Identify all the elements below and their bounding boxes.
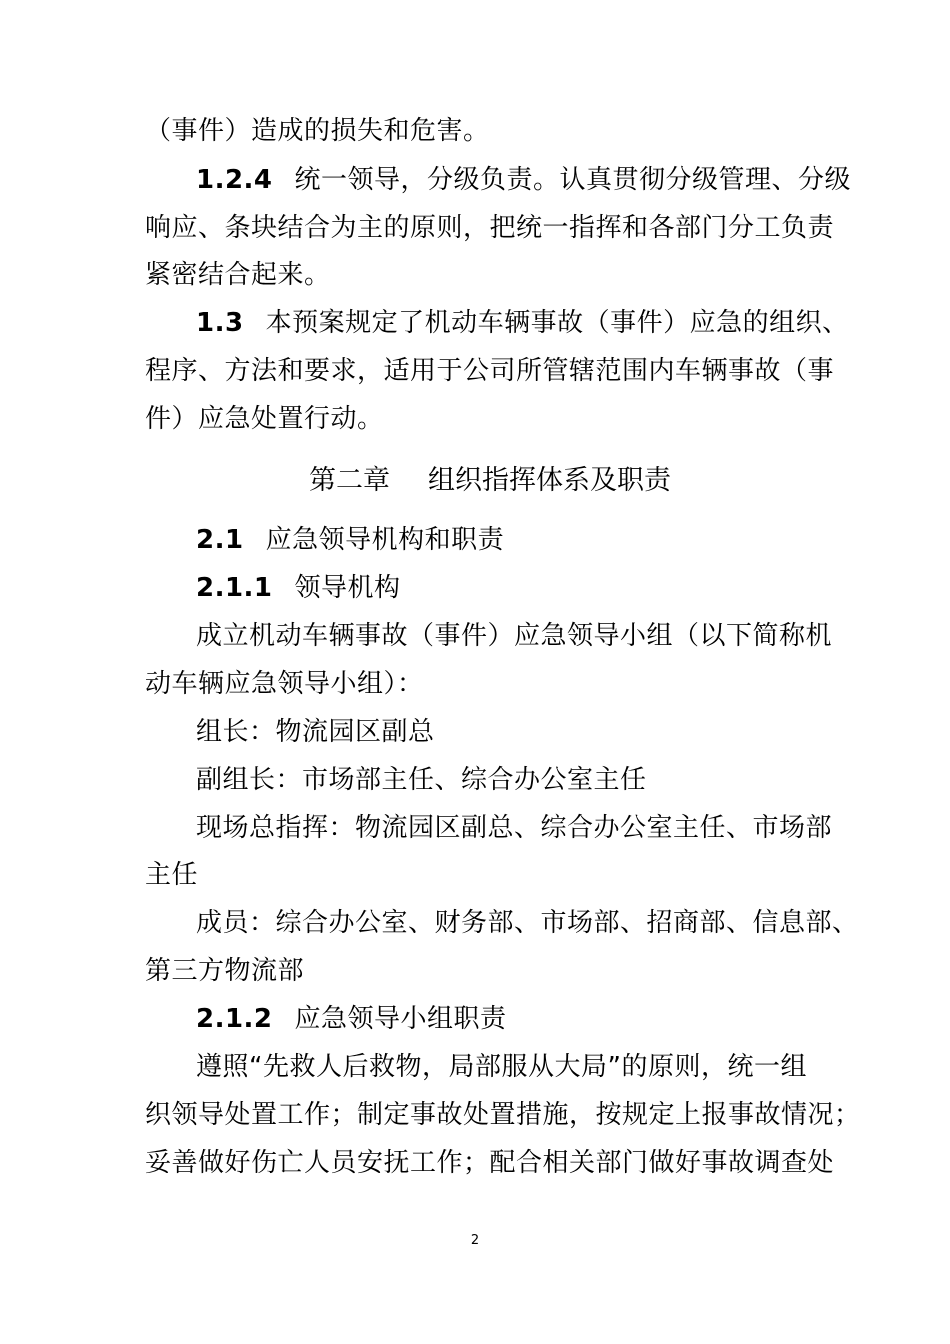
section-2-1-heading	[196, 524, 504, 556]
line-text: 件）应急处置行动。	[145, 404, 384, 434]
line-text: 响应、条块结合为主的原则，把统一指挥和各部门分工负责	[145, 213, 835, 243]
line-text: 组长：物流园区副总	[196, 717, 435, 747]
chapter-number: 第二章	[309, 465, 390, 496]
clause-1-3	[196, 307, 849, 339]
paragraph-line	[145, 212, 834, 244]
chapter-title: 组织指挥体系及职责	[428, 465, 671, 496]
paragraph-line	[145, 1099, 861, 1131]
paragraph-line	[145, 859, 198, 891]
page-number: 2	[470, 1233, 480, 1248]
member-line-commander	[196, 812, 832, 844]
clause-1-2-4	[196, 164, 851, 196]
section-title: 应急领导小组职责	[294, 1004, 507, 1034]
chapter-heading	[0, 465, 950, 497]
line-text: 遵照“先救人后救物，局部服从大局”的原则，统一组	[196, 1052, 807, 1082]
line-text: 动车辆应急领导小组）：	[145, 669, 424, 699]
line-text: （事件）造成的损失和危害。	[145, 116, 490, 146]
paragraph-line	[145, 403, 384, 435]
section-number: 2.1	[196, 525, 244, 555]
line-text: 第三方物流部	[145, 956, 305, 986]
line-text: 成员：综合办公室、财务部、市场部、招商部、信息部、	[196, 908, 859, 938]
paragraph-line	[145, 259, 331, 291]
line-text: 织领导处置工作；制定事故处置措施，按规定上报事故情况；	[145, 1100, 861, 1130]
paragraph-line	[145, 115, 490, 147]
clause-number: 1.3	[196, 308, 244, 338]
member-line-deputy	[196, 764, 647, 796]
line-text: 程序、方法和要求，适用于公司所管辖范围内车辆事故（事	[145, 356, 835, 386]
paragraph-line	[145, 1147, 834, 1179]
line-text: 现场总指挥：物流园区副总、综合办公室主任、市场部	[196, 813, 833, 843]
paragraph-line	[196, 1051, 807, 1083]
section-title: 应急领导机构和职责	[265, 525, 505, 555]
line-text: 本预案规定了机动车辆事故（事件）应急的组织、	[265, 308, 849, 338]
section-title: 领导机构	[294, 573, 401, 603]
paragraph-line	[145, 955, 304, 987]
member-line-leader	[196, 716, 435, 748]
line-text: 副组长：市场部主任、综合办公室主任	[196, 765, 647, 795]
section-number: 2.1.2	[196, 1004, 273, 1034]
paragraph-line	[145, 668, 424, 700]
section-2-1-2-heading	[196, 1003, 507, 1035]
member-line-members	[196, 907, 859, 939]
paragraph-line	[196, 620, 832, 652]
section-2-1-1-heading	[196, 572, 401, 604]
line-text: 统一领导，分级负责。认真贯彻分级管理、分级	[294, 165, 852, 195]
line-text: 成立机动车辆事故（事件）应急领导小组（以下简称机	[196, 621, 833, 651]
section-number: 2.1.1	[196, 573, 273, 603]
line-text: 妥善做好伤亡人员安抚工作；配合相关部门做好事故调查处	[145, 1148, 835, 1178]
line-text: 主任	[145, 860, 199, 890]
line-text: 紧密结合起来。	[145, 260, 331, 290]
clause-number: 1.2.4	[196, 165, 273, 195]
paragraph-line	[145, 355, 834, 387]
